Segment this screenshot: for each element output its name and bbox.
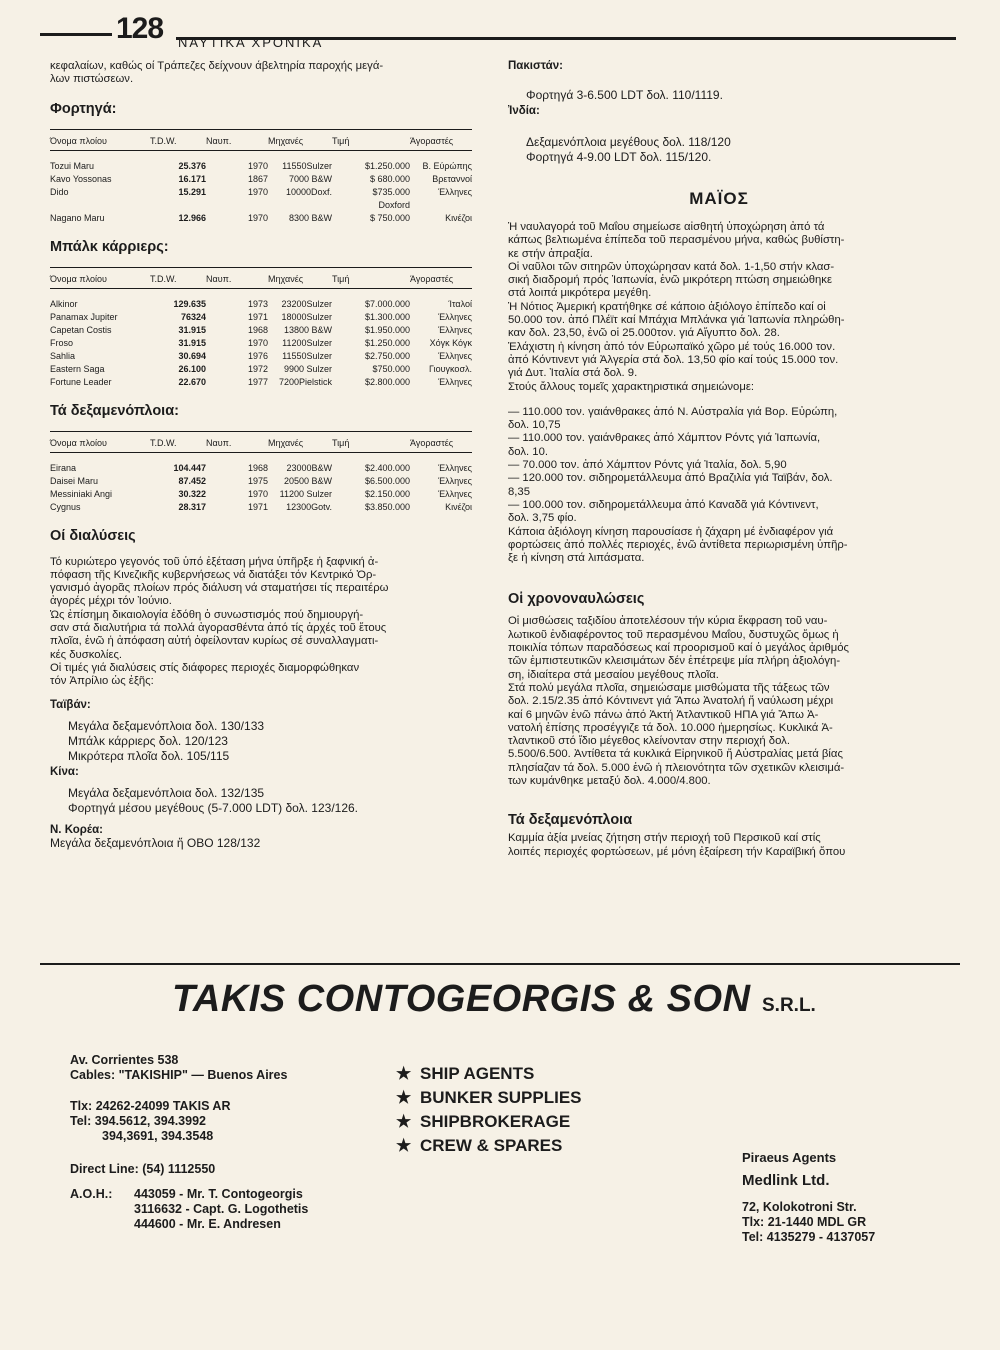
section-title-may: ΜΑΪΟΣ [689, 189, 749, 208]
text-line: στά λοιπά μικρότερα μεγέθη. [508, 287, 652, 300]
ship-price: $3.850.000 [364, 501, 410, 512]
text-line: 8,35 [508, 485, 530, 498]
text-line: σαν στά διαλυτήρια τά πολλά ἀγορασθέντα ἀπό τίς ἀρχές τοῦ ἔτους [50, 622, 387, 635]
service-label: SHIP AGENTS [420, 1064, 535, 1083]
col-header-price: Τιμή [332, 267, 410, 288]
ship-engine [268, 199, 332, 212]
ship-name: Messiniaki Angi [50, 488, 113, 499]
cargo-sales-table [50, 129, 472, 225]
ship-tdw: 31.915 [178, 324, 206, 335]
ship-engine: 10000Doxf. [285, 186, 332, 197]
text-line: ποικιλία τόπων παραδόσεως καί προορισμοῦ καί ὁ μεγάλος ἀριθμός [508, 642, 850, 655]
price-item: Φορτηγά 3-6.500 LDT δολ. 110/1119. [526, 88, 723, 102]
text-line: λοιπές περιοχές φορτώσεων, μέ μόνη ἐξαίρεση τήν Καραϊβική ὅπου [508, 845, 846, 858]
section-title-scrapping: Οί διαλύσεις [50, 527, 136, 544]
text-line: ἀπό Κόντινεντ γιά Ἀλγερία στά δολ. 13,50 φίο καί τούς 15.000 τον. [508, 353, 839, 366]
col-header-name: Όνομα πλοίου [50, 431, 150, 452]
ship-engine: 20500 B&W [283, 475, 332, 486]
table-row [50, 363, 472, 376]
col-header-tdw: T.D.W. [150, 431, 206, 452]
ad-aoh-contact: 3116632 - Capt. G. Logothetis [134, 1202, 309, 1216]
text-line: πλοῖα, ἐνῶ ἡ ἀπόφαση αὐτή ὀφείλονταν κυρίως σέ συναλλαγματι- [50, 635, 379, 648]
ship-buyer: Έλληνες [438, 376, 472, 387]
ship-name: Daisei Maru [50, 475, 99, 486]
table-header-row [50, 267, 472, 288]
may-list [508, 406, 930, 566]
table-row [50, 173, 472, 186]
ship-price: $1.250.000 [364, 160, 410, 171]
ship-built [206, 199, 268, 212]
ship-buyer: Έλληνες [438, 324, 472, 335]
service-item [396, 1062, 582, 1086]
ship-engine: 12300Gotv. [286, 501, 332, 512]
ad-services-list [396, 1062, 582, 1158]
ad-contact-block [70, 1053, 370, 1232]
ship-engine: 18000Sulzer [281, 311, 332, 322]
table-header-row [50, 129, 472, 150]
col-header-buyers: Άγοραστές [410, 431, 472, 452]
service-item [396, 1086, 582, 1110]
ship-price: $735.000 [372, 186, 410, 197]
col-header-built: Ναυπ. [206, 431, 268, 452]
ship-engine: 23200Sulzer [281, 298, 332, 309]
ship-built: 1975 [247, 475, 268, 486]
star-icon: ★ [396, 1136, 412, 1155]
text-line: 5.500/6.500. Ἀντίθετα τά κυκλικά Εἰρηνικοῦ ἤ Αὐστραλίας μετά βίας [508, 748, 843, 761]
ship-buyer [410, 199, 472, 212]
col-header-name: Όνομα πλοίου [50, 129, 150, 150]
text-line: Οἱ ναῦλοι τῶν σιτηρῶν ὑποχώρησαν κατά δολ. 1-1,50 στήν κλασ- [508, 260, 835, 273]
ship-tdw: 28.317 [178, 501, 206, 512]
ad-address: Av. Corrientes 538 [70, 1053, 179, 1067]
piraeus-label: Piraeus Agents [742, 1150, 837, 1165]
ad-aoh-label: A.O.H.: [70, 1187, 113, 1201]
star-icon: ★ [396, 1064, 412, 1083]
text-line: δολ. 10. [508, 445, 548, 458]
table-row [50, 212, 472, 225]
ship-buyer: Κινέζοι [445, 501, 472, 512]
ship-buyer: Ίταλοί [448, 298, 472, 309]
ship-name: Cygnus [50, 501, 81, 512]
piraeus-agent-name: Medlink Ltd. [742, 1172, 830, 1189]
ship-name: Kavo Yossonas [50, 173, 112, 184]
text-line: Ἡ ναυλαγορά τοῦ Μαΐου σημείωσε αἰσθητή ὑποχώρηση ἀπό τά [508, 221, 825, 233]
ship-price: $7.000.000 [364, 298, 410, 309]
may-paragraph [508, 221, 930, 394]
table-row [50, 337, 472, 350]
star-icon: ★ [396, 1088, 412, 1107]
text-line: Κάποια ἀξιόλογη κίνηση παρουσίασε ἡ ζάχαρη μέ ἐνδιαφέρον γιά [508, 525, 834, 538]
ship-price: $2.800.000 [364, 376, 410, 387]
label-taiwan: Ταϊβάν: [50, 698, 91, 711]
ship-buyer: Έλληνες [438, 462, 472, 473]
text-line: κές δυσκολίες. [50, 648, 123, 661]
text-line: 50.000 τον. ἀπό Πλέϊτ καί Μπάχια Μπλάνκα γιά Ἰαπωνία πληρώθη- [508, 314, 845, 327]
text-line: λωτικοῦ ἐνδιαφέροντος τοῦ περασμένου Μαΐου, δυστυχῶς ὅμως ἡ [508, 628, 839, 641]
text-line: Τό κυριώτερο γεγονός τοῦ ὑπό ἐξέταση μήνα ὑπῆρξε ἡ ξαφνική ἀ- [50, 555, 379, 568]
section-title-tankers-market: Τά δεξαμενόπλοια [508, 812, 633, 829]
text-line: σική διαδρομή πρός Ἰαπωνία, ἐνῶ μικρότερη πτώση σημειώθηκε [508, 274, 832, 287]
table-row [50, 501, 472, 514]
text-line: καί 6 μηνῶν ἐνῶ πάνω ἀπό Ἀκτή Ἀτλαντικοῦ ΗΠΑ γιά Ἄπω Ἀ- [508, 708, 819, 721]
page-number: 128 [116, 12, 164, 45]
label-pakistan: Πακιστάν: [508, 60, 563, 72]
text-line: Οἱ μισθώσεις ταξιδίου ἀποτελέσουν τήν κύρια ἔκφραση τοῦ ναυ- [508, 615, 828, 628]
text-line: φορτώσεις ἀπό πολλές περιοχές, ἐνῶ ἀντίθετα περιωρισμένη ὑπῆρ- [508, 538, 848, 551]
service-item [396, 1134, 582, 1158]
ad-direct-line: Direct Line: (54) 1112550 [70, 1162, 216, 1176]
text-line: — 120.000 τον. σιδηρομετάλλευμα ἀπό Βραζιλία γιά Ταϊβάν, δολ. [508, 472, 833, 485]
text-line: των κυμάνθηκε μεταξύ δολ. 4.000/4.800. [508, 774, 711, 787]
scrapping-paragraph [50, 556, 472, 689]
ship-engine: 11200Sulzer [282, 337, 332, 348]
ship-engine: 23000B&W [286, 462, 332, 473]
text-line: νατολή ἐπίσης προσέγγιζε τά δολ. 10.000 ἡμερησίως. Κυκλικά Ἀ- [508, 721, 833, 734]
ship-price: $1.250.000 [364, 337, 410, 348]
text-line: — 100.000 τον. σιδηρομετάλλευμα ἀπό Καναδᾶ γιά Κόντινεντ, [508, 498, 819, 511]
table-row [50, 350, 472, 363]
ship-engine: 13800 B&W [283, 324, 332, 335]
text-line: — 110.000 τον. γαιάνθρακες ἀπό Ν. Αὐστραλία γιά Βορ. Εὐρώπη, [508, 405, 838, 418]
service-label: BUNKER SUPPLIES [420, 1088, 582, 1107]
ship-price: $1.950.000 [364, 324, 410, 335]
ship-buyer: Γιουγκοσλ. [429, 363, 472, 374]
price-item: Φορτηγά μέσου μεγέθους (5-7.000 LDT) δολ. 123/126. [68, 800, 359, 815]
col-header-tdw: T.D.W. [150, 267, 206, 288]
ad-tel: Tel: 394.5612, 394.3992 [70, 1114, 206, 1128]
table-row [50, 376, 472, 389]
ship-built: 1970 [247, 186, 268, 197]
text-line: δολ. 3,75 φίο. [508, 512, 577, 525]
col-header-built: Ναυπ. [206, 267, 268, 288]
ship-price: Doxford [378, 199, 410, 210]
ship-tdw [150, 199, 206, 212]
text-line: Ἡ Νότιος Ἀμερική κρατήθηκε σέ κάποιο ἀξιόλογο ἐπίπεδο καί οἱ [508, 300, 826, 313]
ship-name: Panamax Jupiter [50, 311, 118, 322]
text-line: κάπως βελτιωμένα ἐπίπεδα τοῦ περασμένου μήνα, καθώς βυθίστη- [508, 234, 845, 247]
col-header-engine: Μηχανές [268, 431, 332, 452]
text-line: ση, ἰδιαίτερα στά μεσαίου μεγέθους πλοῖα. [508, 668, 719, 681]
price-item: Μικρότερα πλοῖα δολ. 105/115 [68, 748, 230, 763]
section-title-bulk: Μπάλκ κάρριερς: [50, 238, 169, 255]
text-line: τῶν ἐμπιστευτικῶν κλεισιμάτων δέν ἐπέτρεψε μία πλήρη ἀξιολόγη- [508, 655, 841, 668]
ship-price: $ 750.000 [369, 212, 410, 223]
ship-built: 1970 [247, 488, 268, 499]
text-line: γιά Δυτ. Ἰταλία στά δολ. 9. [508, 367, 638, 380]
col-header-buyers: Άγοραστές [410, 267, 472, 288]
text-line: Οἱ τιμές γιά διαλύσεις στίς διάφορες περιοχές διαμορφώθηκαν [50, 661, 360, 674]
col-header-name: Όνομα πλοίου [50, 267, 150, 288]
text-line: γανισμό ἀγορᾶς πλοίων πρός διάλυση νά σταματήσει τίς περαιτέρω [50, 582, 389, 595]
text-line: τλαντικοῦ στό ἴδιο μέγεθος κλείνονταν στην περιοχή δολ. [508, 735, 790, 748]
ship-engine: 11550Sulzer [282, 350, 332, 361]
ship-tdw: 25.376 [178, 160, 206, 171]
ship-tdw: 16.171 [178, 173, 206, 184]
ship-tdw: 76324 [180, 311, 206, 322]
ship-built: 1970 [247, 337, 268, 348]
ship-buyer: Έλληνες [438, 350, 472, 361]
header-rule-left [40, 33, 112, 36]
ship-buyer: Έλληνες [438, 311, 472, 322]
ship-name: Capetan Costis [50, 324, 112, 335]
intro-paragraph [50, 60, 472, 87]
ship-buyer: Β. Εύρώπης [422, 160, 472, 171]
text-line: Στά πολύ μεγάλα πλοῖα, σημειώσαμε μισθώματα τῆς τάξεως τῶν [508, 681, 830, 694]
tanker-sales-table [50, 431, 472, 514]
bulk-sales-table [50, 267, 472, 389]
piraeus-address: 72, Kolokotroni Str. [742, 1200, 857, 1214]
ship-buyer: Έλληνες [438, 475, 472, 486]
ad-company-name: TAKIS CONTOGEORGIS & SON [172, 978, 751, 1020]
ship-name [50, 199, 150, 212]
ship-engine: 9900 Sulzer [283, 363, 332, 374]
section-title-time-charters: Οἱ χρονοναυλώσεις [508, 591, 645, 608]
table-row [50, 199, 472, 212]
price-item: Φορτηγά 4-9.00 LDT δολ. 115/120. [526, 150, 712, 164]
col-header-price: Τιμή [332, 431, 410, 452]
text-line: καν δολ. 23,50, ἐνῶ οἱ 25.000τον. γιά Αἴγυπτο δολ. 28. [508, 327, 780, 340]
left-column [50, 60, 472, 851]
service-label: SHIPBROKERAGE [420, 1112, 571, 1131]
text-line: Στούς ἄλλους τομεῖς χαρακτηριστικά σημειώνομε: [508, 380, 755, 393]
star-icon: ★ [396, 1112, 412, 1131]
ship-built: 1976 [247, 350, 268, 361]
ship-price: $ 680.000 [369, 173, 410, 184]
ship-price: $2.400.000 [364, 462, 410, 473]
ship-tdw: 129.635 [173, 298, 206, 309]
ship-price: $2.150.000 [364, 488, 410, 499]
text-line: τόν Ἀπρίλιο ὡς ἑξῆς: [50, 675, 154, 688]
ship-price: $1.300.000 [364, 311, 410, 322]
ship-tdw: 30.322 [178, 488, 206, 499]
table-row [50, 288, 472, 311]
label-china: Κίνα: [50, 765, 79, 778]
ship-tdw: 31.915 [178, 337, 206, 348]
price-item: Μπάλκ κάρριερς δολ. 120/123 [68, 733, 228, 748]
ship-buyer: Κινέζοι [445, 212, 472, 223]
ship-engine: 7200Pielstick [278, 376, 332, 387]
ship-name: Sahlia [50, 350, 76, 361]
ship-built: 1970 [247, 160, 268, 171]
ship-tdw: 12.966 [178, 212, 206, 223]
ship-built: 1973 [247, 298, 268, 309]
ship-tdw: 22.670 [178, 376, 206, 387]
table-row [50, 150, 472, 173]
ship-built: 1968 [247, 324, 268, 335]
table-row [50, 186, 472, 199]
ad-aoh-contact: 444600 - Mr. E. Andresen [134, 1217, 281, 1231]
time-charters-paragraph [508, 615, 930, 788]
section-title-tankers: Τά δεξαμενόπλοια: [50, 402, 179, 419]
ship-price: $750.000 [372, 363, 410, 374]
ship-built: 1968 [247, 462, 268, 473]
piraeus-telex: Tlx: 21-1440 MDL GR [742, 1215, 867, 1229]
ship-engine: 11200 Sulzer [279, 488, 332, 499]
col-header-tdw: T.D.W. [150, 129, 206, 150]
ship-name: Nagano Maru [50, 212, 105, 223]
table-header-row [50, 431, 472, 452]
ship-built: 1971 [247, 311, 268, 322]
ship-built: 1972 [247, 363, 268, 374]
ship-name: Eastern Saga [50, 363, 105, 374]
price-item: Μεγάλα δεξαμενόπλοια ἤ ΟΒΟ 128/132 [50, 835, 261, 850]
col-header-price: Τιμή [332, 129, 410, 150]
ad-piraeus-agents [742, 1150, 972, 1245]
col-header-built: Ναυπ. [206, 129, 268, 150]
right-column [508, 60, 930, 859]
text-line: Ὡς ἐπίσημη δικαιολογία ἐδόθη ὁ συνωστισμός πού δημιουργή- [50, 608, 364, 621]
tankers-paragraph [508, 832, 930, 859]
ship-buyer: Έλληνες [438, 488, 472, 499]
ship-tdw: 15.291 [178, 186, 206, 197]
ad-telex: Tlx: 24262-24099 TAKIS AR [70, 1099, 231, 1113]
table-row [50, 324, 472, 337]
price-item: Μεγάλα δεξαμενόπλοια δολ. 132/135 [68, 785, 265, 800]
ship-built: 1971 [247, 501, 268, 512]
magazine-title: ΝΑΥΤΙΚΑ ΧΡΟΝΙΚΑ [178, 35, 324, 50]
price-item: Δεξαμενόπλοια μεγέθους δολ. 118/120 [526, 135, 731, 149]
ship-tdw: 104.447 [173, 462, 206, 473]
table-row [50, 311, 472, 324]
ad-company-suffix: S.R.L. [762, 995, 816, 1016]
ship-name: Eirana [50, 462, 77, 473]
text-line: λων πιστώσεων. [50, 73, 134, 86]
label-india: Ἰνδία: [508, 105, 540, 117]
ship-name: Froso [50, 337, 74, 348]
text-line: κε στήν ἀπραξία. [508, 247, 593, 260]
col-header-buyers: Άγοραστές [410, 129, 472, 150]
text-line: ξε ἡ κίνηση στά λιπάσματα. [508, 552, 645, 565]
table-row [50, 452, 472, 475]
price-item: Μεγάλα δεξαμενόπλοια δολ. 130/133 [68, 718, 265, 733]
service-label: CREW & SPARES [420, 1136, 563, 1155]
ship-engine: 7000 B&W [288, 173, 332, 184]
ship-price: $2.750.000 [364, 350, 410, 361]
ship-name: Dido [50, 186, 69, 197]
ship-tdw: 26.100 [178, 363, 206, 374]
ship-built: 1970 [247, 212, 268, 223]
ad-aoh [70, 1187, 370, 1232]
col-header-engine: Μηχανές [268, 129, 332, 150]
section-title-cargo: Φορτηγά: [50, 100, 117, 117]
table-row [50, 475, 472, 488]
ship-built: 1977 [247, 376, 268, 387]
ship-name: Fortune Leader [50, 376, 112, 387]
ad-cables: Cables: "TAKISHIP" — Buenos Aires [70, 1068, 288, 1082]
text-line: πόφαση τῆς Κινεζικῆς κυβερνήσεως νά διατάξει τόν Κεντρικό Ὀρ- [50, 568, 377, 581]
text-line: Καμμία ἀξία μνείας ζήτηση στήν περιοχή τοῦ Περσικοῦ καί στίς [508, 832, 821, 845]
ship-name: Alkinor [50, 298, 78, 309]
service-item [396, 1110, 582, 1134]
ship-price: $6.500.000 [364, 475, 410, 486]
col-header-engine: Μηχανές [268, 267, 332, 288]
text-line: ἀγορές μέχρι τόν Ἰούνιο. [50, 595, 172, 608]
table-row [50, 488, 472, 501]
text-line: πλησίαζαν τά δολ. 5.000 ἐνῶ ἡ πλειονότητα τῶν σχετικῶν κλεισιμά- [508, 761, 845, 774]
piraeus-tel: Tel: 4135279 - 4137057 [742, 1230, 876, 1244]
ship-name: Tozui Maru [50, 160, 95, 171]
ship-tdw: 87.452 [178, 475, 206, 486]
ship-buyer: Χόγκ Κόγκ [429, 337, 472, 348]
ad-aoh-list [134, 1187, 308, 1232]
text-line: κεφαλαίων, καθώς οί Τράπεζες δείχνουν άβελτηρία παροχής μεγά- [50, 60, 384, 72]
text-line: Ἐλάχιστη ἡ κίνηση ἀπό τόν Εὐρωπαϊκό χῶρο μέ τούς 16.000 τον. [508, 340, 836, 353]
text-line: δολ. 10,75 [508, 419, 561, 432]
text-line: — 70.000 τον. ἀπό Χάμπτον Ρόντς γιά Ἰταλία, δολ. 5,90 [508, 459, 787, 472]
ad-divider [40, 963, 960, 965]
label-korea: Ν. Κορέα: [50, 823, 103, 836]
ship-built: 1867 [247, 173, 268, 184]
ship-engine: 11550Sulzer [282, 160, 332, 171]
ad-aoh-contact: 443059 - Mr. T. Contogeorgis [134, 1187, 303, 1201]
ship-buyer: Βρεταννοί [432, 173, 472, 184]
text-line: δολ. 2.15/2.35 ἀπό Κόντινεντ γιά Ἄπω Ἀνατολή ἤ ναύλωση μέχρι [508, 695, 834, 708]
ship-buyer: Έλληνες [438, 186, 472, 197]
ship-tdw: 30.694 [178, 350, 206, 361]
ship-engine: 8300 B&W [288, 212, 332, 223]
text-line: — 110.000 τον. γαιάνθρακες ἀπό Χάμπτον Ρόντς γιά Ἰαπωνία, [508, 432, 821, 445]
ad-tel: 394,3691, 394.3548 [102, 1129, 214, 1143]
